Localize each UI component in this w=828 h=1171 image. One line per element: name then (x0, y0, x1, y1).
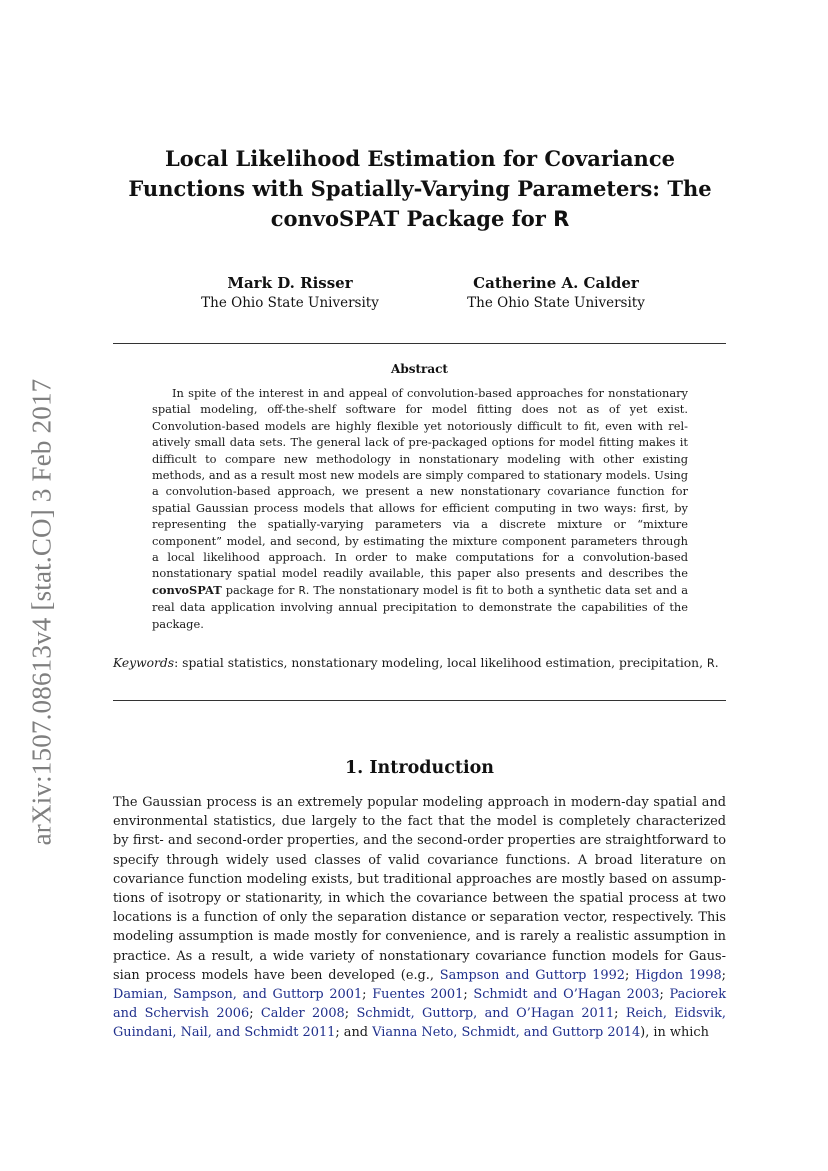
keywords-text: : spatial statistics, nonstationary modeling, local likelihood estimation, precipitation, (174, 656, 707, 670)
abstract-top-rule (113, 343, 726, 344)
citation-separator: ; (463, 987, 474, 1003)
abstract-bottom-rule (113, 700, 726, 701)
intro-text-part-1: The Gaussian process is an extremely popular modeling approach in modern-day spatial and environmental statistics, due largely to the fact that the model is completely characterized by first- and second-order properties, and the second-order properties are straightforward to specify through widely used classes of valid covariance functions. A broad literature on covariance function modeling exists, but traditional approaches are mostly based on assumptions of isotropy or stationarity, in which the covariance between the spatial process at two locations is a function of only the separation distance or separation vector, respectively. This modeling assumption is made mostly for convenience, and is rarely a realistic assumption in practice. As a result, a wide variety of nonstationary covariance function models for Gaussian process models have been developed (e.g., (113, 795, 726, 983)
citation-separator: ; (362, 987, 373, 1003)
citation-separator: ; (344, 1006, 357, 1022)
keywords-end: . (714, 656, 719, 670)
title-package-name: convoSPAT (270, 206, 400, 231)
title-line-1: Local Likelihood Estimation for Covariance (165, 146, 675, 171)
title-package-text: Package for (399, 206, 554, 231)
citation-separator: ; (721, 967, 726, 983)
abstract-text (152, 385, 688, 632)
citation-link[interactable]: Schmidt, Guttorp, and O’Hagan 2011 (356, 1006, 615, 1022)
title-line-3 (90, 204, 750, 234)
citation-link[interactable]: Sampson and Guttorp 1992 (439, 967, 625, 983)
author-affiliation: The Ohio State University (467, 295, 645, 311)
arxiv-stamp-text: arXiv:1507.08613v4 [stat.CO] 3 Feb 2017 (26, 378, 57, 846)
author-affiliation: The Ohio State University (201, 295, 379, 311)
citation-link[interactable]: Vianna Neto, Schmidt, and Guttorp 2014 (372, 1025, 641, 1041)
citation-link[interactable]: Schmidt and O’Hagan 2003 (473, 987, 660, 1003)
citation-link[interactable]: Fuentes 2001 (372, 987, 464, 1003)
citation-separator: ; and (335, 1025, 373, 1041)
citation-link[interactable]: Damian, Sampson, and Guttorp 2001 (113, 987, 363, 1003)
author-block-2 (446, 273, 666, 313)
abstract-text-part-1: In spite of the interest in and appeal of convolution-based approaches for nonstationary spatial modeling, off-the-shelf software for model fitting does not as of yet exist. Convolution-based models are highly flexible yet notoriously difficult to fit, even with relatively small data sets. The general lack of pre-packaged options for model fitting makes it difficult to compare new methodology in nonstationary modeling with other existing methods, and as a result most new models are simply compared to stationary models. Using a convolution-based approach, we present a new nonstationary covariance function for spatial Gaussian process models that allows for efficient computing in two ways: first, by representing the spatially-varying parameters via a discrete mixture or “mixture component” model, and second, by estimating the mixture component parameters through a local likelihood approach. In order to make computations for a convolution-based nonstationary spatial model readily available, this paper also presents and describes the (152, 386, 688, 581)
abstract-package-name: convoSPAT (152, 582, 222, 597)
keywords (113, 654, 726, 673)
author-name: Mark D. Risser (227, 274, 353, 292)
citation-separator: ; (249, 1006, 261, 1022)
intro-text-part-2: ), in which (640, 1025, 709, 1041)
section-heading-introduction: 1. Introduction (345, 758, 494, 778)
citation-link[interactable]: Reich, Eidsvik, Guindani, Nail, and Schmidt 2011 (113, 1006, 726, 1041)
citation-link[interactable]: Higdon 1998 (635, 967, 722, 983)
keywords-label: Keywords (113, 656, 175, 670)
author-name: Catherine A. Calder (473, 274, 639, 292)
citation-link[interactable]: Paciorek and Schervish 2006 (113, 987, 726, 1022)
citation-link[interactable]: Calder 2008 (260, 1006, 345, 1022)
introduction-paragraph (113, 793, 726, 1043)
citation-separator: ; (659, 987, 670, 1003)
abstract-heading: Abstract (391, 362, 448, 376)
abstract-text-part-2: package for (221, 582, 299, 597)
citation-separator: ; (624, 967, 636, 983)
paper-title (90, 144, 750, 234)
abstract-text-part-3: . The nonstationary model is fit to both a synthetic data set and a real data application involving annual precipitation to demonstrate the capabilities of the package. (152, 582, 688, 631)
title-r-language: R (553, 207, 570, 231)
citation-separator: ; (614, 1006, 626, 1022)
author-block-1 (180, 273, 400, 313)
keywords-r-language: R (706, 657, 715, 670)
abstract-r-language: R (298, 584, 306, 597)
title-line-2: Functions with Spatially-Varying Parameters: The (128, 176, 712, 201)
